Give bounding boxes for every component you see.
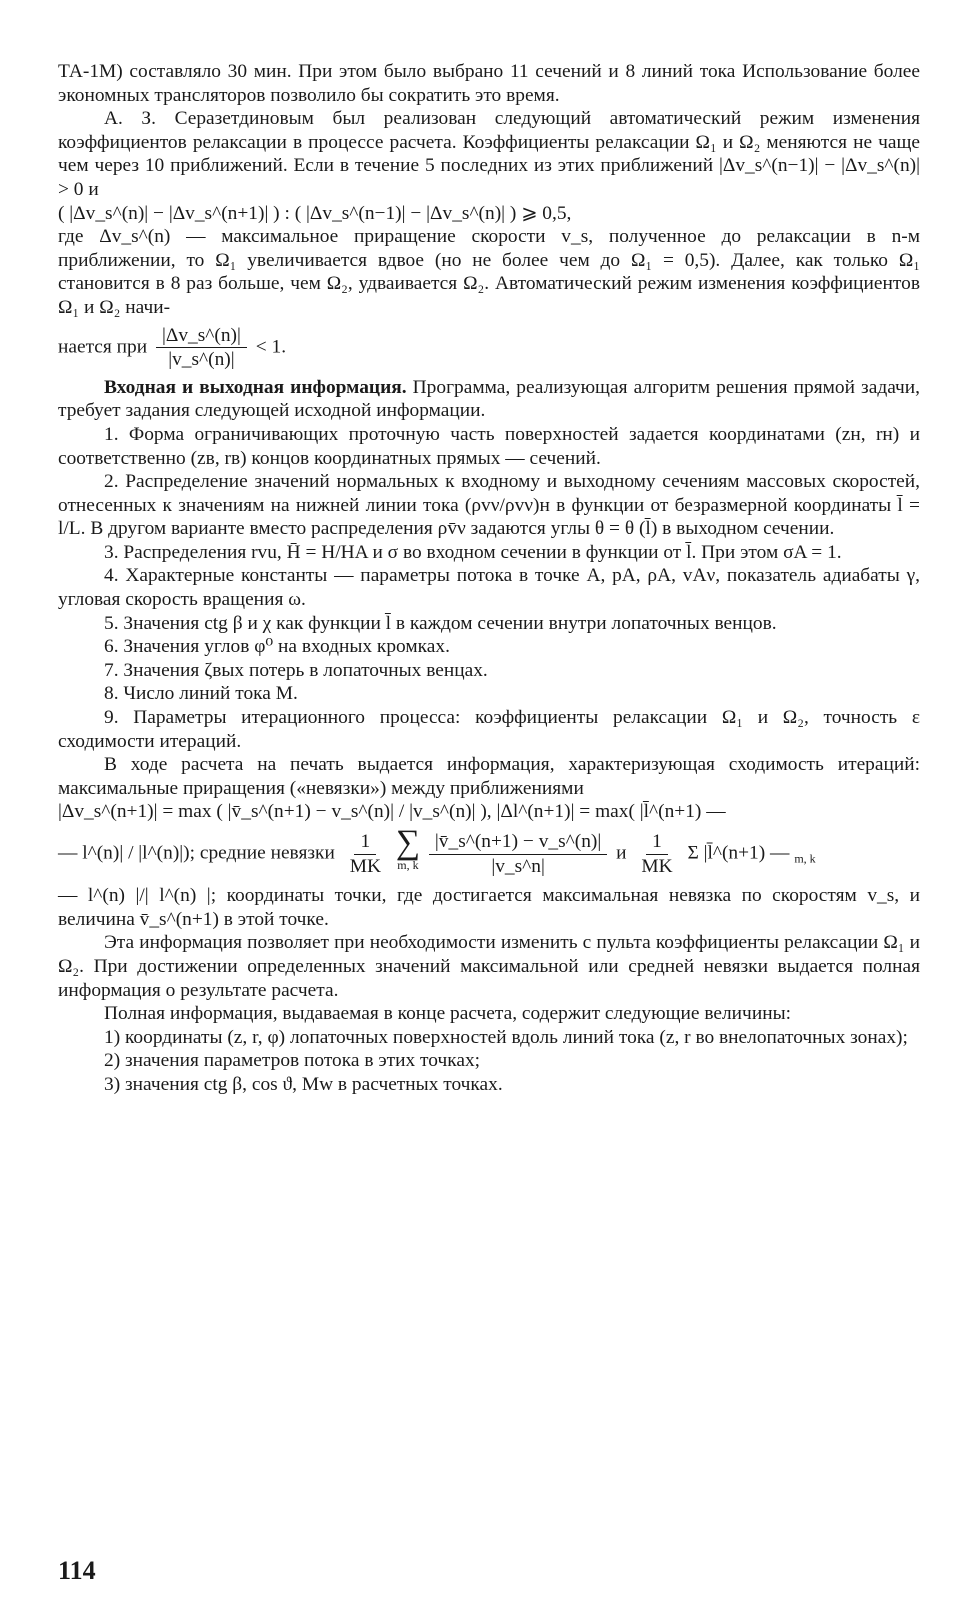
output-item-3: 3) значения ctg β, cos ϑ, Mw в расчетных точках. xyxy=(104,1073,503,1095)
formula-max: |Δv_s^(n+1)| = max ( |v̄_s^(n+1) − v_s^(n)| / |v_s^(n)| ), |Δl^(n+1)| = max( |l̄^(n+1) — xyxy=(58,801,726,823)
sum-index: m, k xyxy=(397,858,419,873)
paragraph-top: ТА-1М) составляло 30 мин. При этом было выбрано 11 сечений и 8 линий тока Использование более экономных трансляторов позволило бы сократить это время. xyxy=(58,61,920,106)
list-item-8: 8. Число линий тока M. xyxy=(104,683,298,705)
paragraph-info-use: Эта информация позволяет при необходимости изменить с пульта коэффициенты релаксации Ω₁ и Ω₂. При достижении определенных значений максимальной или средней невязки выдается полная информация о результате расчета. xyxy=(58,932,920,1001)
avg-sum2: Σ |l̄^(n+1) — xyxy=(687,842,790,864)
avg-sum2-index: m, k xyxy=(794,851,816,866)
formula-average xyxy=(58,823,920,878)
formula-condition: ( |Δv_s^(n)| − |Δv_s^(n+1)| ) : ( |Δv_s^(n−1)| − |Δv_s^(n)| ) ⩾ 0,5, xyxy=(58,202,572,224)
list-item-1: 1. Форма ограничивающих проточную часть поверхностей задается координатами (zн, rн) и соответственно (zв, rв) концов координатных прямых — сечений. xyxy=(58,423,920,469)
list-item-6: 6. Значения углов φ⁰ на входных кромках. xyxy=(104,636,450,658)
ratio-prefix: нается при xyxy=(58,336,148,358)
avg-frac3 xyxy=(635,830,678,878)
avg-frac1-den: MK xyxy=(349,855,381,877)
ratio-numerator: |Δv_s^(n)| xyxy=(156,324,247,349)
list-item-7: 7. Значения ζвых потерь в лопаточных венцах. xyxy=(104,659,488,681)
paragraph-full-info: Полная информация, выдаваемая в конце расчета, содержит следующие величины: xyxy=(104,1003,791,1025)
output-item-2: 2) значения параметров потока в этих точках; xyxy=(104,1050,481,1072)
list-item-9: 9. Параметры итерационного процесса: коэффициенты релаксации Ω₁ и Ω₂, точность ε сходимости итераций. xyxy=(58,707,920,752)
avg-frac2 xyxy=(429,830,607,878)
output-item-1: 1) координаты (z, r, φ) лопаточных поверхностей вдоль линий тока (z, r во внелопаточных зонах); xyxy=(104,1026,908,1048)
page-number: 114 xyxy=(58,1556,96,1585)
section-heading: Входная и выходная информация. xyxy=(104,376,407,398)
ratio-denominator: |v_s^(n)| xyxy=(168,349,235,371)
page-text xyxy=(58,60,920,1097)
avg-frac1 xyxy=(344,830,387,878)
section-intro: Программа, реализующая алгоритм решения прямой задачи, требует задания следующей исходной информации. xyxy=(58,376,920,422)
list-item-4: 4. Характерные константы — параметры потока в точке A, pA, ρA, vAν, показатель адиабаты γ, угловая скорость вращения ω. xyxy=(58,565,920,611)
sum-sign xyxy=(395,823,421,878)
formula-ratio-line xyxy=(58,324,920,372)
paragraph-convergence: В ходе расчета на печать выдается информация, характеризующая сходимость итераций: максимальные приращения («невязки») между приближениями xyxy=(58,754,920,799)
paragraph-serazetdinov-cont: где Δv_s^(n) — максимальное приращение скорости v_s, полученное до релаксации в n-м приближении, то Ω₁ увеличивается вдвое (но не более чем до Ω₁ = 0,5). Далее, как только Ω₁ становится в 8 раз больше, чем Ω₂, удваивается Ω₂. Автоматический режим изменения коэффициентов Ω₁ и Ω₂ начи- xyxy=(58,226,920,318)
ratio-suffix: < 1. xyxy=(255,336,287,358)
avg-frac2-num: |v̄_s^(n+1) − v_s^(n)| xyxy=(429,830,607,855)
avg-prefix: — l^(n)| / |l^(n)|); средние невязки xyxy=(58,842,335,864)
avg-frac2-den: |v_s^n| xyxy=(491,855,545,877)
list-item-2: 2. Распределение значений нормальных к входному и выходному сечениям массовых скоростей, отнесенных к значениям на нижней линии тока (ρvν/ρvν)н в функции от безразмерной координаты l̄ = l/L. В другом варианте вместо распределения ρv̄ν задаются углы θ = θ (l̄) в выходном сечении. xyxy=(58,471,920,540)
list-item-3: 3. Распределения rvu, H̄ = H/HA и σ во входном сечении в функции от l̄. При этом σA = 1. xyxy=(104,541,842,563)
paragraph-serazetdinov: А. З. Серазетдиновым был реализован следующий автоматический режим изменения коэффициентов релаксации в процессе расчета. Коэффициенты релаксации Ω₁ и Ω₂ меняются не чаще чем через 10 приближений. Если в течение 5 последних из этих приближений |Δv_s^(n−1)| − |Δv_s^(n)| > 0 и xyxy=(58,108,920,200)
avg-frac3-den: MK xyxy=(641,855,673,877)
avg-frac3-num: 1 xyxy=(646,830,668,855)
avg-and: и xyxy=(616,842,627,864)
avg-frac1-num: 1 xyxy=(354,830,376,855)
paragraph-coordinates: — l^(n) |/| l^(n) |; координаты точки, где достигается максимальная невязка по скоростям v_s, и величина v̄_s^(n+1) в этой точке. xyxy=(58,885,920,930)
section-input-output xyxy=(58,376,920,423)
sigma-glyph: ∑ xyxy=(395,823,421,861)
list-item-5: 5. Значения ctg β и χ как функции l̄ в каждом сечении внутри лопаточных венцов. xyxy=(104,612,777,634)
ratio-fraction xyxy=(156,324,247,372)
